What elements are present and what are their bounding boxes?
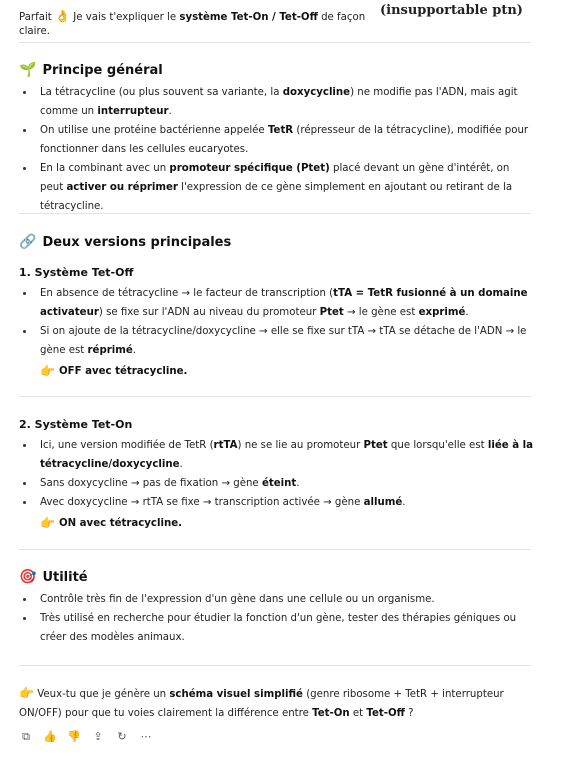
intro-bold: système Tet-On / Tet-Off xyxy=(179,12,318,23)
ok-hand-icon: 👌 xyxy=(55,9,70,23)
pointing-hand-icon: 👉 xyxy=(40,364,55,378)
list-item: En la combinant avec un promoteur spécifique (Ptet) placé devant un gène d'intérêt, on peut activer ou réprimer l'expression de ce gène simplement en ajoutant ou retirant de la tétracycline. xyxy=(19,159,534,216)
tetoff-summary: 👉 OFF avec tétracycline. xyxy=(40,362,534,381)
thumbs-up-icon[interactable]: 👍 xyxy=(43,730,57,743)
link-icon: 🔗 xyxy=(19,234,37,250)
principe-list xyxy=(19,83,534,216)
intro-pre: Parfait xyxy=(19,12,56,23)
intro-text xyxy=(19,9,379,39)
list-item: Très utilisé en recherche pour étudier la fonction d'un gène, tester des thérapies géniques ou créer des modèles animaux. xyxy=(19,609,534,647)
section-principe-title xyxy=(19,62,163,78)
share-icon[interactable]: ⇪ xyxy=(93,730,103,743)
section-title-text: Utilité xyxy=(42,569,88,585)
list-item: On utilise une protéine bactérienne appelée TetR (répresseur de la tétracycline), modifiée pour fonctionner dans les cellules eucaryotes. xyxy=(19,121,534,159)
pointing-hand-icon: 👉 xyxy=(19,686,34,700)
more-icon[interactable]: ⋯ xyxy=(140,730,152,743)
seedling-icon: 🌱 xyxy=(19,62,37,78)
regenerate-icon[interactable]: ↻ xyxy=(117,730,127,743)
list-item: Ici, une version modifiée de TetR (rtTA) ne se lie au promoteur Ptet que lorsqu'elle est liée à la tétracycline/doxycycline. xyxy=(19,436,534,474)
section-title-text: Principe général xyxy=(42,62,163,78)
target-icon: 🎯 xyxy=(19,569,37,585)
utilite-list xyxy=(19,590,534,647)
list-item: Si on ajoute de la tétracycline/doxycycline → elle se fixe sur tTA → tTA se détache de l'ADN → le gène est réprimé. 👉 OFF avec tétracycline. xyxy=(19,322,534,381)
divider xyxy=(19,396,531,397)
divider xyxy=(19,213,531,214)
message-actions xyxy=(19,730,153,744)
teton-title: 2. Système Tet-On xyxy=(19,418,133,431)
section-versions-title xyxy=(19,234,231,250)
section-title-text: Deux versions principales xyxy=(42,234,232,250)
thumbs-down-icon[interactable]: 👎 xyxy=(67,730,81,743)
teton-summary: 👉 ON avec tétracycline. xyxy=(40,514,534,533)
list-item: La tétracycline (ou plus souvent sa variante, la doxycycline) ne modifie pas l'ADN, mais agit comme un interrupteur. xyxy=(19,83,534,121)
tetoff-title: 1. Système Tet-Off xyxy=(19,266,134,279)
tetoff-list xyxy=(19,284,534,381)
divider xyxy=(19,549,531,550)
list-item: Contrôle très fin de l'expression d'un gène dans une cellule ou un organisme. xyxy=(19,590,534,609)
list-item: En absence de tétracycline → le facteur de transcription (tTA = TetR fusionné à un domaine activateur) se fixe sur l'ADN au niveau du promoteur Ptet → le gène est exprimé. xyxy=(19,284,534,322)
section-utilite-title xyxy=(19,569,88,585)
copy-icon[interactable]: ⧉ xyxy=(22,730,30,743)
teton-list xyxy=(19,436,534,533)
handwritten-note: (insupportable ptn) xyxy=(380,3,523,18)
intro-post: de façon claire. xyxy=(19,12,366,37)
divider xyxy=(19,42,531,43)
pointing-hand-icon: 👉 xyxy=(40,516,55,530)
outro-question: 👉 Veux-tu que je génère un schéma visuel simplifié (genre ribosome + TetR + interrupteur ON/OFF) pour que tu voies clairement la différence entre Tet-On et Tet-Off ? xyxy=(19,686,504,719)
intro-mid: Je vais t'expliquer le xyxy=(69,12,180,23)
list-item: Avec doxycycline → rtTA se fixe → transcription activée → gène allumé. 👉 ON avec tétracycline. xyxy=(19,493,534,533)
divider xyxy=(19,665,531,666)
list-item: Sans doxycycline → pas de fixation → gène éteint. xyxy=(19,474,534,493)
